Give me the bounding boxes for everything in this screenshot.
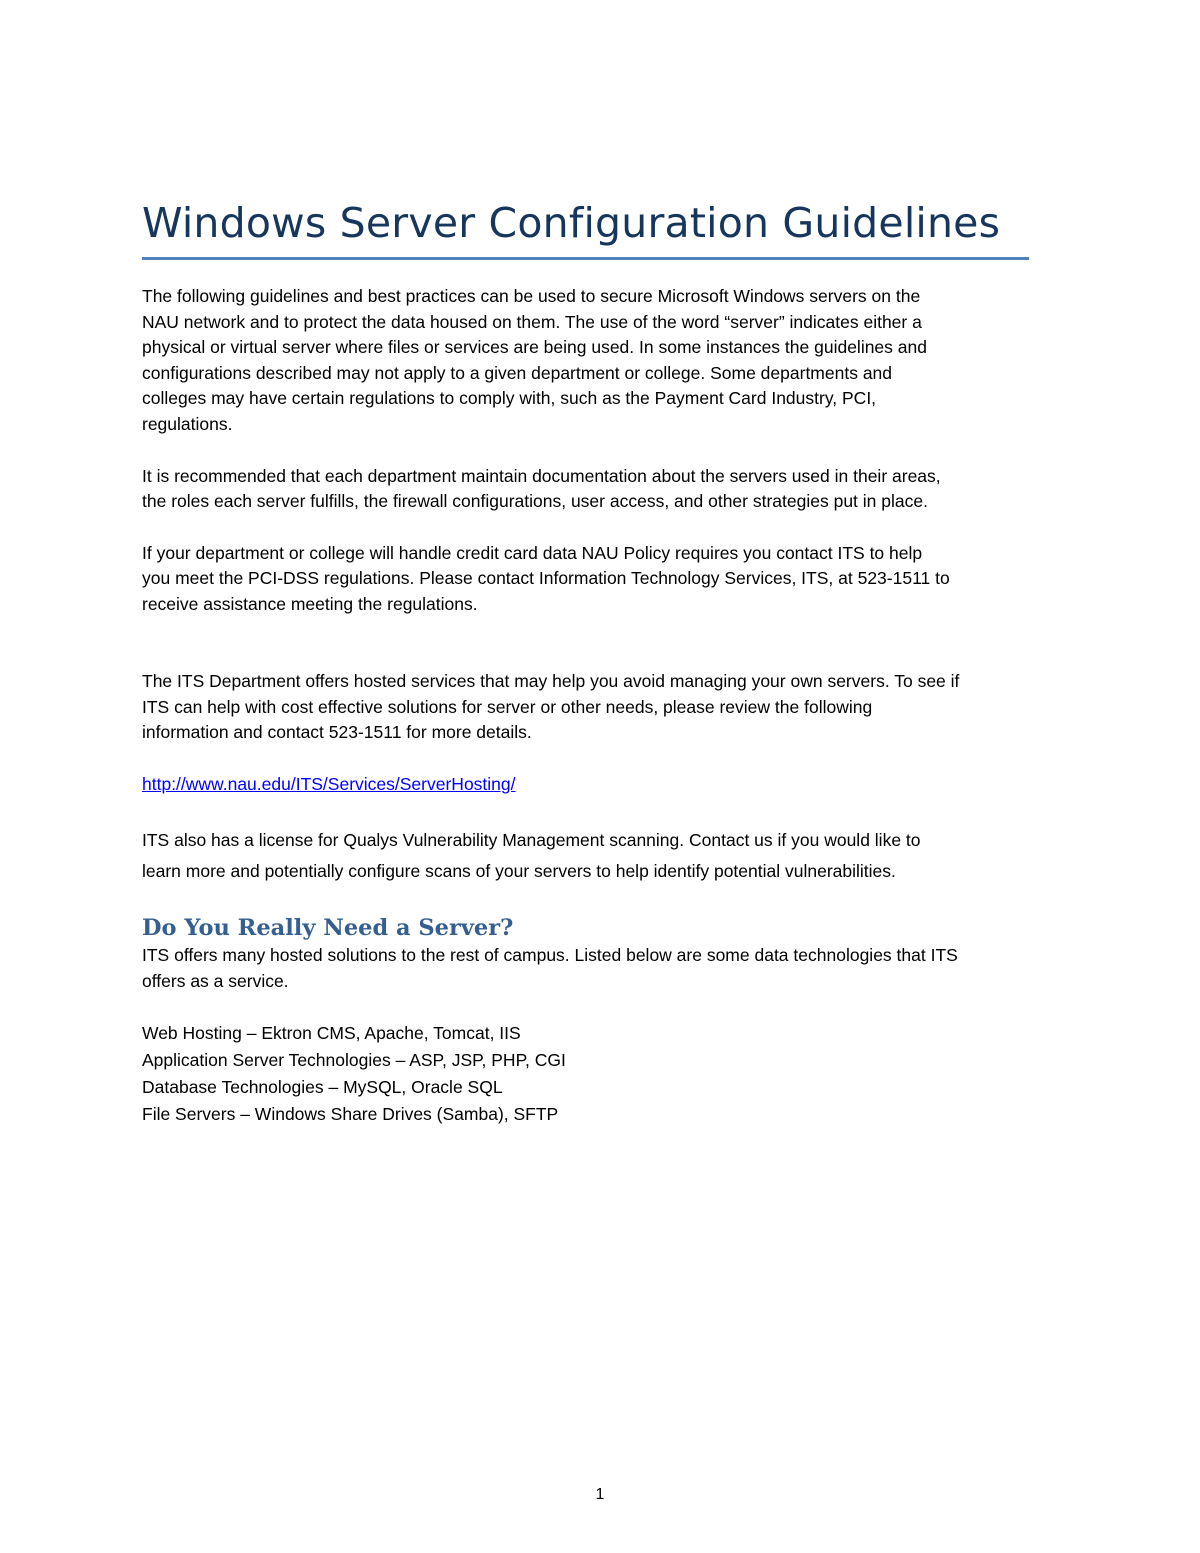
documentation-paragraph: It is recommended that each department maintain documentation about the servers used in their areas, the roles each server fulfills, the firewall configurations, user access, and other strategies put in place. (142, 465, 941, 512)
list-item: Web Hosting – Ektron CMS, Apache, Tomcat, IIS (142, 1023, 521, 1044)
credit-card-paragraph: If your department or college will handle credit card data NAU Policy requires you contact ITS to help you meet the PCI-DSS regulations. Please contact Information Technology Services, ITS, at 523-1511 to receive assistance meeting the regulations. (142, 542, 950, 614)
hosted-services-paragraph: The ITS Department offers hosted services that may help you avoid managing your own servers. To see if ITS can help with cost effective solutions for server or other needs, please review the following information and contact 523-1511 for more details. (142, 671, 960, 743)
hosted-services-block (142, 644, 1062, 798)
section-heading: Do You Really Need a Server? (142, 915, 514, 942)
server-hosting-link[interactable]: http://www.nau.edu/ITS/Services/ServerHosting/ (142, 773, 516, 794)
document-body (142, 192, 1062, 1128)
page-number: 1 (595, 1486, 605, 1503)
technology-list (142, 1020, 1062, 1128)
intro-paragraph: The following guidelines and best practices can be used to secure Microsoft Windows servers on the NAU network and to protect the data housed on them. The use of the word “server” indicates either a physical or virtual server where files or services are being used. In some instances the guidelines and configurations described may not apply to a given department or college. Some departments and colleges may have certain regulations to comply with, such as the Payment Card Industry, PCI, regulations. (142, 286, 927, 434)
title-underline (142, 257, 1029, 260)
qualys-paragraph: ITS also has a license for Qualys Vulnerability Management scanning. Contact us if you would like to learn more and potentially configure scans of your servers to help identify potential vulnerabilities. (142, 830, 921, 882)
list-item: Application Server Technologies – ASP, JSP, PHP, CGI (142, 1050, 566, 1071)
section-intro-paragraph: ITS offers many hosted solutions to the rest of campus. Listed below are some data technologies that ITS offers as a service. (142, 945, 958, 991)
document-title: Windows Server Configuration Guidelines (142, 199, 1001, 247)
list-item: Database Technologies – MySQL, Oracle SQL (142, 1077, 503, 1098)
list-item: File Servers – Windows Share Drives (Samba), SFTP (142, 1104, 559, 1125)
